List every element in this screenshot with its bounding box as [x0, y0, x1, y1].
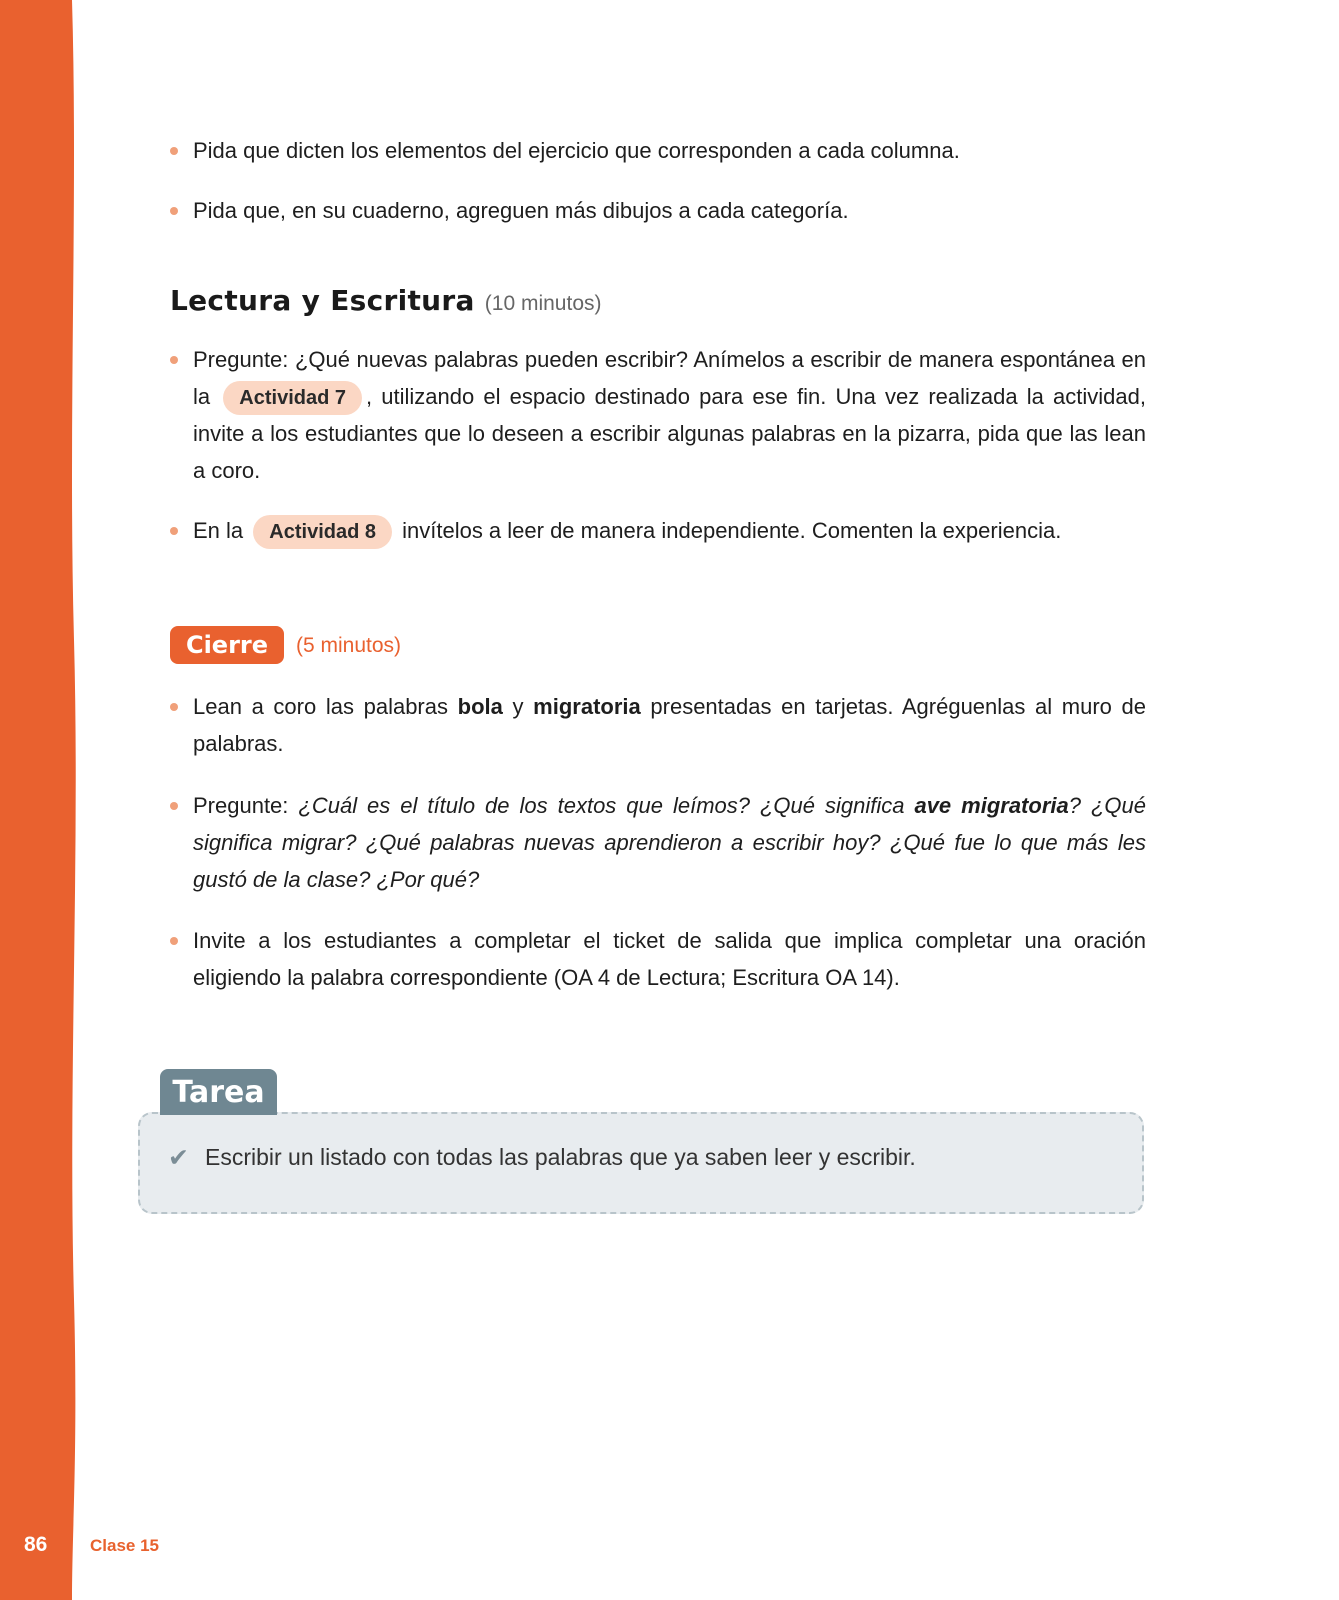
bullet-text: , utilizando el espacio destinado para ese fin. Una vez realizada la actividad, invite a los estudiantes que lo deseen a escribir algunas palabras en la pizarra, pida que las lean a coro.: [193, 384, 1146, 483]
footer-class-label: Clase 15: [90, 1536, 159, 1555]
bold-word: migratoria: [533, 694, 641, 719]
cierre-bullet-3: [170, 922, 1146, 996]
cierre-badge: Cierre: [170, 626, 284, 664]
list-item: [170, 688, 1146, 762]
side-band: [0, 0, 80, 1600]
page-number: 86: [24, 1533, 48, 1556]
section-duration: (10 minutos): [484, 292, 602, 315]
lectura-bullets-2: [170, 512, 1146, 549]
bullet-text: Pregunte:: [193, 793, 289, 818]
cierre-bullet-2: [170, 787, 1146, 898]
activity-7-badge: Actividad 7: [223, 381, 362, 415]
list-item: Pida que, en su cuaderno, agreguen más dibujos a cada categoría.: [170, 192, 1146, 229]
activity-8-badge: Actividad 8: [253, 515, 392, 549]
cierre-bullet-1: [170, 688, 1146, 762]
intro-bullets-2: [170, 192, 1146, 229]
list-item: Pida que dicten los elementos del ejercicio que corresponden a cada columna.: [170, 132, 1146, 169]
italic-question: ¿Cuál es el título de los textos que leímos? ¿Qué significa: [298, 793, 905, 818]
list-item: Invite a los estudiantes a completar el ticket de salida que implica completar una oración eligiendo la palabra correspondiente (OA 4 de Lectura; Escritura OA 14).: [170, 922, 1146, 996]
italic-question: ? ¿Qué significa migrar? ¿Qué palabras nuevas aprendieron a escribir hoy? ¿Qué fue lo que más les gustó de la clase? ¿Por qué?: [193, 793, 1146, 892]
tarea-box: [138, 1112, 1144, 1214]
bullet-text: y: [512, 694, 524, 719]
tarea-text: Escribir un listado con todas las palabras que ya saben leer y escribir.: [205, 1144, 916, 1170]
bullet-text: En la: [193, 518, 244, 543]
bold-term: ave migratoria: [914, 793, 1069, 818]
cierre-duration: (5 minutos): [296, 634, 402, 657]
section-title-lectura: [170, 284, 602, 317]
check-icon: ✔: [168, 1144, 189, 1172]
section-title-text: Lectura y Escritura: [170, 284, 475, 317]
tarea-tab: Tarea: [160, 1069, 277, 1115]
bullet-text: Pregunte: ¿Qué nuevas palabras pueden escribir? Anímelos a escribir de manera espontánea en la: [193, 347, 1146, 409]
list-item: [170, 512, 1146, 549]
bullet-text: Lean a coro las palabras: [193, 694, 448, 719]
list-item: [170, 341, 1146, 489]
bullet-text: presentadas en tarjetas. Agréguenlas al muro de palabras.: [193, 694, 1147, 756]
bullet-text: invítelos a leer de manera independiente. Comenten la experiencia.: [402, 518, 1062, 543]
lectura-bullets: [170, 341, 1146, 489]
list-item: [170, 787, 1146, 898]
intro-bullets: [170, 132, 1146, 169]
bold-word: bola: [457, 694, 503, 719]
